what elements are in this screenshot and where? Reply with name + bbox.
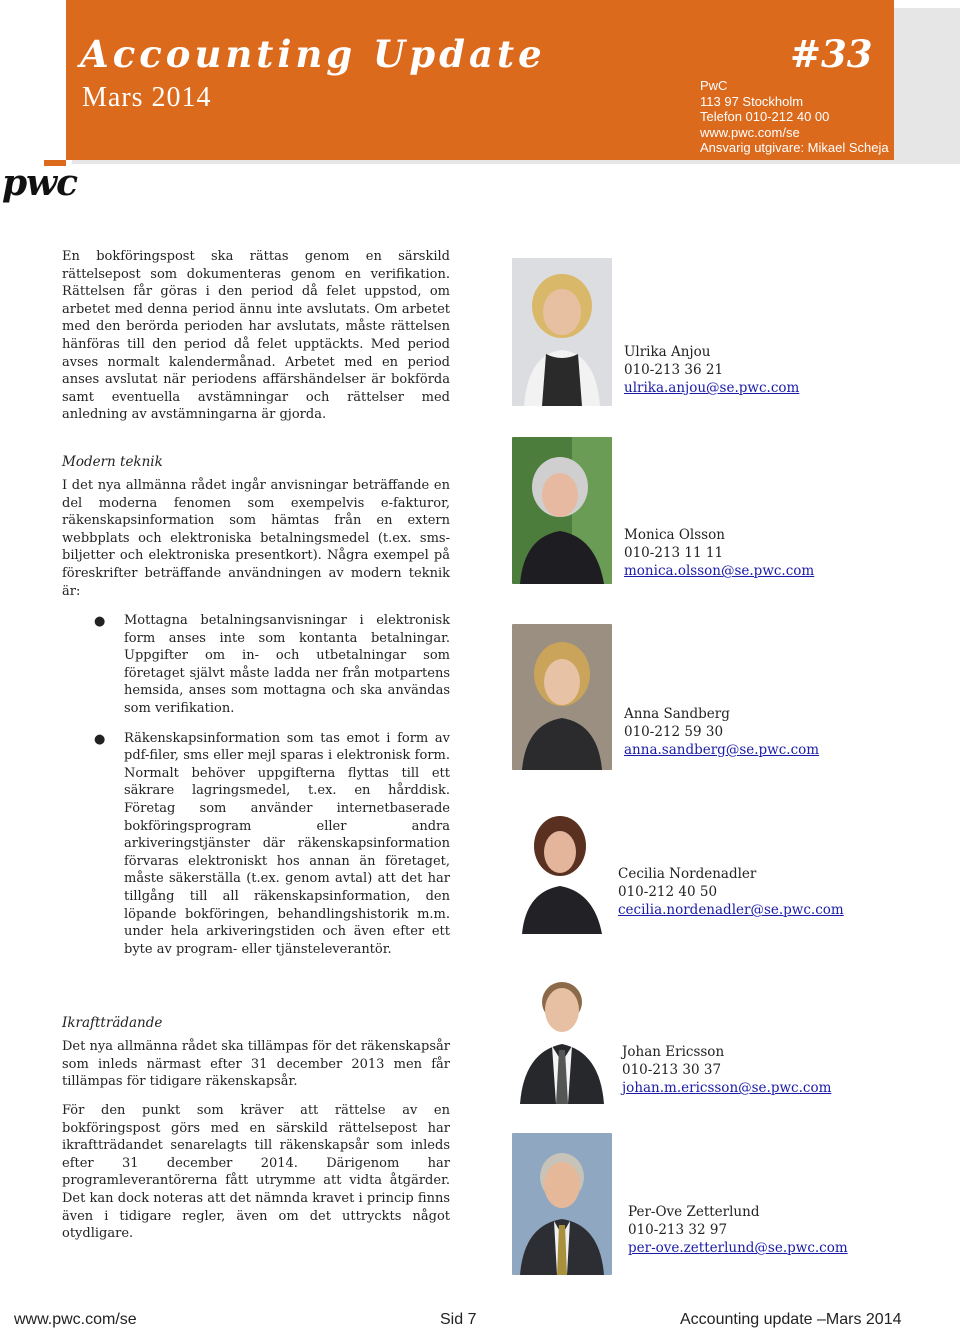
contact-card-cecilia-nordenadler bbox=[618, 865, 844, 919]
contact-name: Johan Ericsson bbox=[622, 1044, 725, 1060]
bullet-icon: ● bbox=[94, 614, 106, 629]
section-heading-modern-teknik: Modern teknik bbox=[62, 454, 163, 470]
footer-website: www.pwc.com/se bbox=[14, 1311, 137, 1328]
contact-phone-number: 010-212 59 30 bbox=[624, 724, 724, 740]
contact-name: Ulrika Anjou bbox=[624, 344, 711, 360]
section-heading-ikrafttradande: Ikraftträdande bbox=[62, 1015, 163, 1031]
contact-phone-number: 010-213 11 11 bbox=[624, 545, 724, 561]
contact-phone-number: 010-212 40 50 bbox=[618, 884, 718, 900]
bullet-list bbox=[90, 612, 450, 970]
contact-email-link[interactable]: anna.sandberg@se.pwc.com bbox=[624, 742, 820, 758]
contact-name: Anna Sandberg bbox=[624, 706, 730, 722]
contact-card-monica-olsson bbox=[624, 526, 814, 580]
contact-website: www.pwc.com/se bbox=[700, 124, 800, 140]
contact-email-link[interactable]: per-ove.zetterlund@se.pwc.com bbox=[628, 1240, 848, 1256]
modern-teknik-paragraph: I det nya allmänna rådet ingår anvisningar beträffande en del moderna fenomen som exempelvis e-fakturor, räkenskapsinformation som hämtas från en extern webbplats och elektroniska betalningsmedel (t.ex. sms-biljetter och elektroniska presentkort). Några exempel på föreskrifter beträffande användningen av modern teknik är: bbox=[62, 478, 450, 599]
contact-card-per-ove-zetterlund bbox=[628, 1203, 848, 1257]
portrait-johan-ericsson bbox=[512, 962, 612, 1104]
contact-card-anna-sandberg bbox=[624, 705, 819, 759]
portrait-ulrika-anjou bbox=[512, 258, 612, 406]
footer-publication: Accounting update –Mars 2014 bbox=[680, 1311, 902, 1328]
portrait-per-ove-zetterlund bbox=[512, 1133, 612, 1275]
list-item-text: Mottagna betalningsanvisningar i elektronisk form anses inte som kontanta betalningar. Uppgifter om in- och utbetalningar som företaget självt måste ladda ner från motpartens hemsida, anses som mottagna och ska användas som verifikation. bbox=[124, 613, 450, 716]
list-item bbox=[90, 612, 450, 718]
bullet-icon: ● bbox=[94, 731, 106, 747]
contact-phone: Telefon 010-212 40 00 bbox=[700, 109, 830, 124]
contact-email-link[interactable]: cecilia.nordenadler@se.pwc.com bbox=[618, 902, 844, 918]
newsletter-title: Accounting Update bbox=[80, 32, 546, 76]
contact-email-link[interactable]: monica.olsson@se.pwc.com bbox=[624, 563, 815, 579]
ikrafttradande-paragraph-1: Det nya allmänna rådet ska tillämpas för det räkenskapsår som inleds närmast efter 31 december 2013 men får tillämpas för tidigare räkenskapsår. bbox=[62, 1039, 450, 1090]
list-item-text: Räkenskapsinformation som tas emot i form av pdf-filer, sms eller mejl sparas i elektronisk form. Normalt behöver uppgifterna flyttas till ett säkrare lagringsmedel, t.ex. en hårddisk. Företag som använder internetbaserade bokföringsprogram eller andra arkiveringstjänster där räkenskapsinformation förvaras elektroniskt hos annan än företaget, måste säkerställa (t.ex. genom avtal) att det har tillgång till all räkenskapsinformation, den löpande bokföringen, behandlingshistorik m.m. under hela arkiveringstiden och även efter ett byte av program- eller tjänsteleverantör. bbox=[124, 730, 450, 957]
contact-email-link[interactable]: johan.m.ericsson@se.pwc.com bbox=[622, 1080, 832, 1096]
portrait-anna-sandberg bbox=[512, 624, 612, 770]
contact-phone-number: 010-213 32 97 bbox=[628, 1222, 728, 1238]
intro-paragraph: En bokföringspost ska rättas genom en särskild rättelsepost som dokumenteras genom en verifikation. Rättelsen får göras i den period då felet uppstod, om arbetet med denna period ännu inte avslutats. Om arbetet med den berörda perioden har avslutats, måste rättelsen hänföras till den period då felet upptäckts. Med period avses normalt kalendermånad. Arbetet med en period anses avslutat när periodens affärshändelser är bokförda samt eventuella avstämningar och rättelser med anledning av avstämningarna är gjorda. bbox=[62, 249, 450, 423]
contact-card-johan-ericsson bbox=[622, 1043, 831, 1097]
contact-name: Per-Ove Zetterlund bbox=[628, 1204, 760, 1220]
contact-publisher: Ansvarig utgivare: Mikael Scheja bbox=[700, 140, 889, 155]
contact-address: 113 97 Stockholm bbox=[700, 93, 804, 109]
contact-phone-number: 010-213 30 37 bbox=[622, 1062, 722, 1078]
pwc-logo: pwc bbox=[2, 162, 78, 204]
footer-page-number: Sid 7 bbox=[440, 1311, 477, 1328]
contact-company: PwC bbox=[700, 78, 728, 93]
issue-month: Mars 2014 bbox=[82, 82, 212, 113]
portrait-monica-olsson bbox=[512, 437, 612, 584]
issue-number: #33 bbox=[790, 32, 873, 76]
contact-name: Monica Olsson bbox=[624, 527, 725, 543]
contact-email-link[interactable]: ulrika.anjou@se.pwc.com bbox=[624, 380, 800, 396]
list-item bbox=[90, 730, 450, 959]
contact-phone-number: 010-213 36 21 bbox=[624, 362, 724, 378]
contact-name: Cecilia Nordenadler bbox=[618, 866, 757, 882]
portrait-cecilia-nordenadler bbox=[512, 800, 612, 934]
contact-card-ulrika-anjou bbox=[624, 343, 799, 397]
publisher-contact bbox=[700, 78, 889, 156]
ikrafttradande-paragraph-2: För den punkt som kräver att rättelse av en bokföringspost görs med en särskild rättelsepost har ikraftträdandet senarelagts till räkenskapsår som inleds efter 31 december 2014. Därigenom har programleverantörerna fått utrymme att vidta åtgärder. Det kan dock noteras att det nämnda kravet i princip finns även i tidigare regler, även om det uttryckts något otydligare. bbox=[62, 1103, 450, 1242]
